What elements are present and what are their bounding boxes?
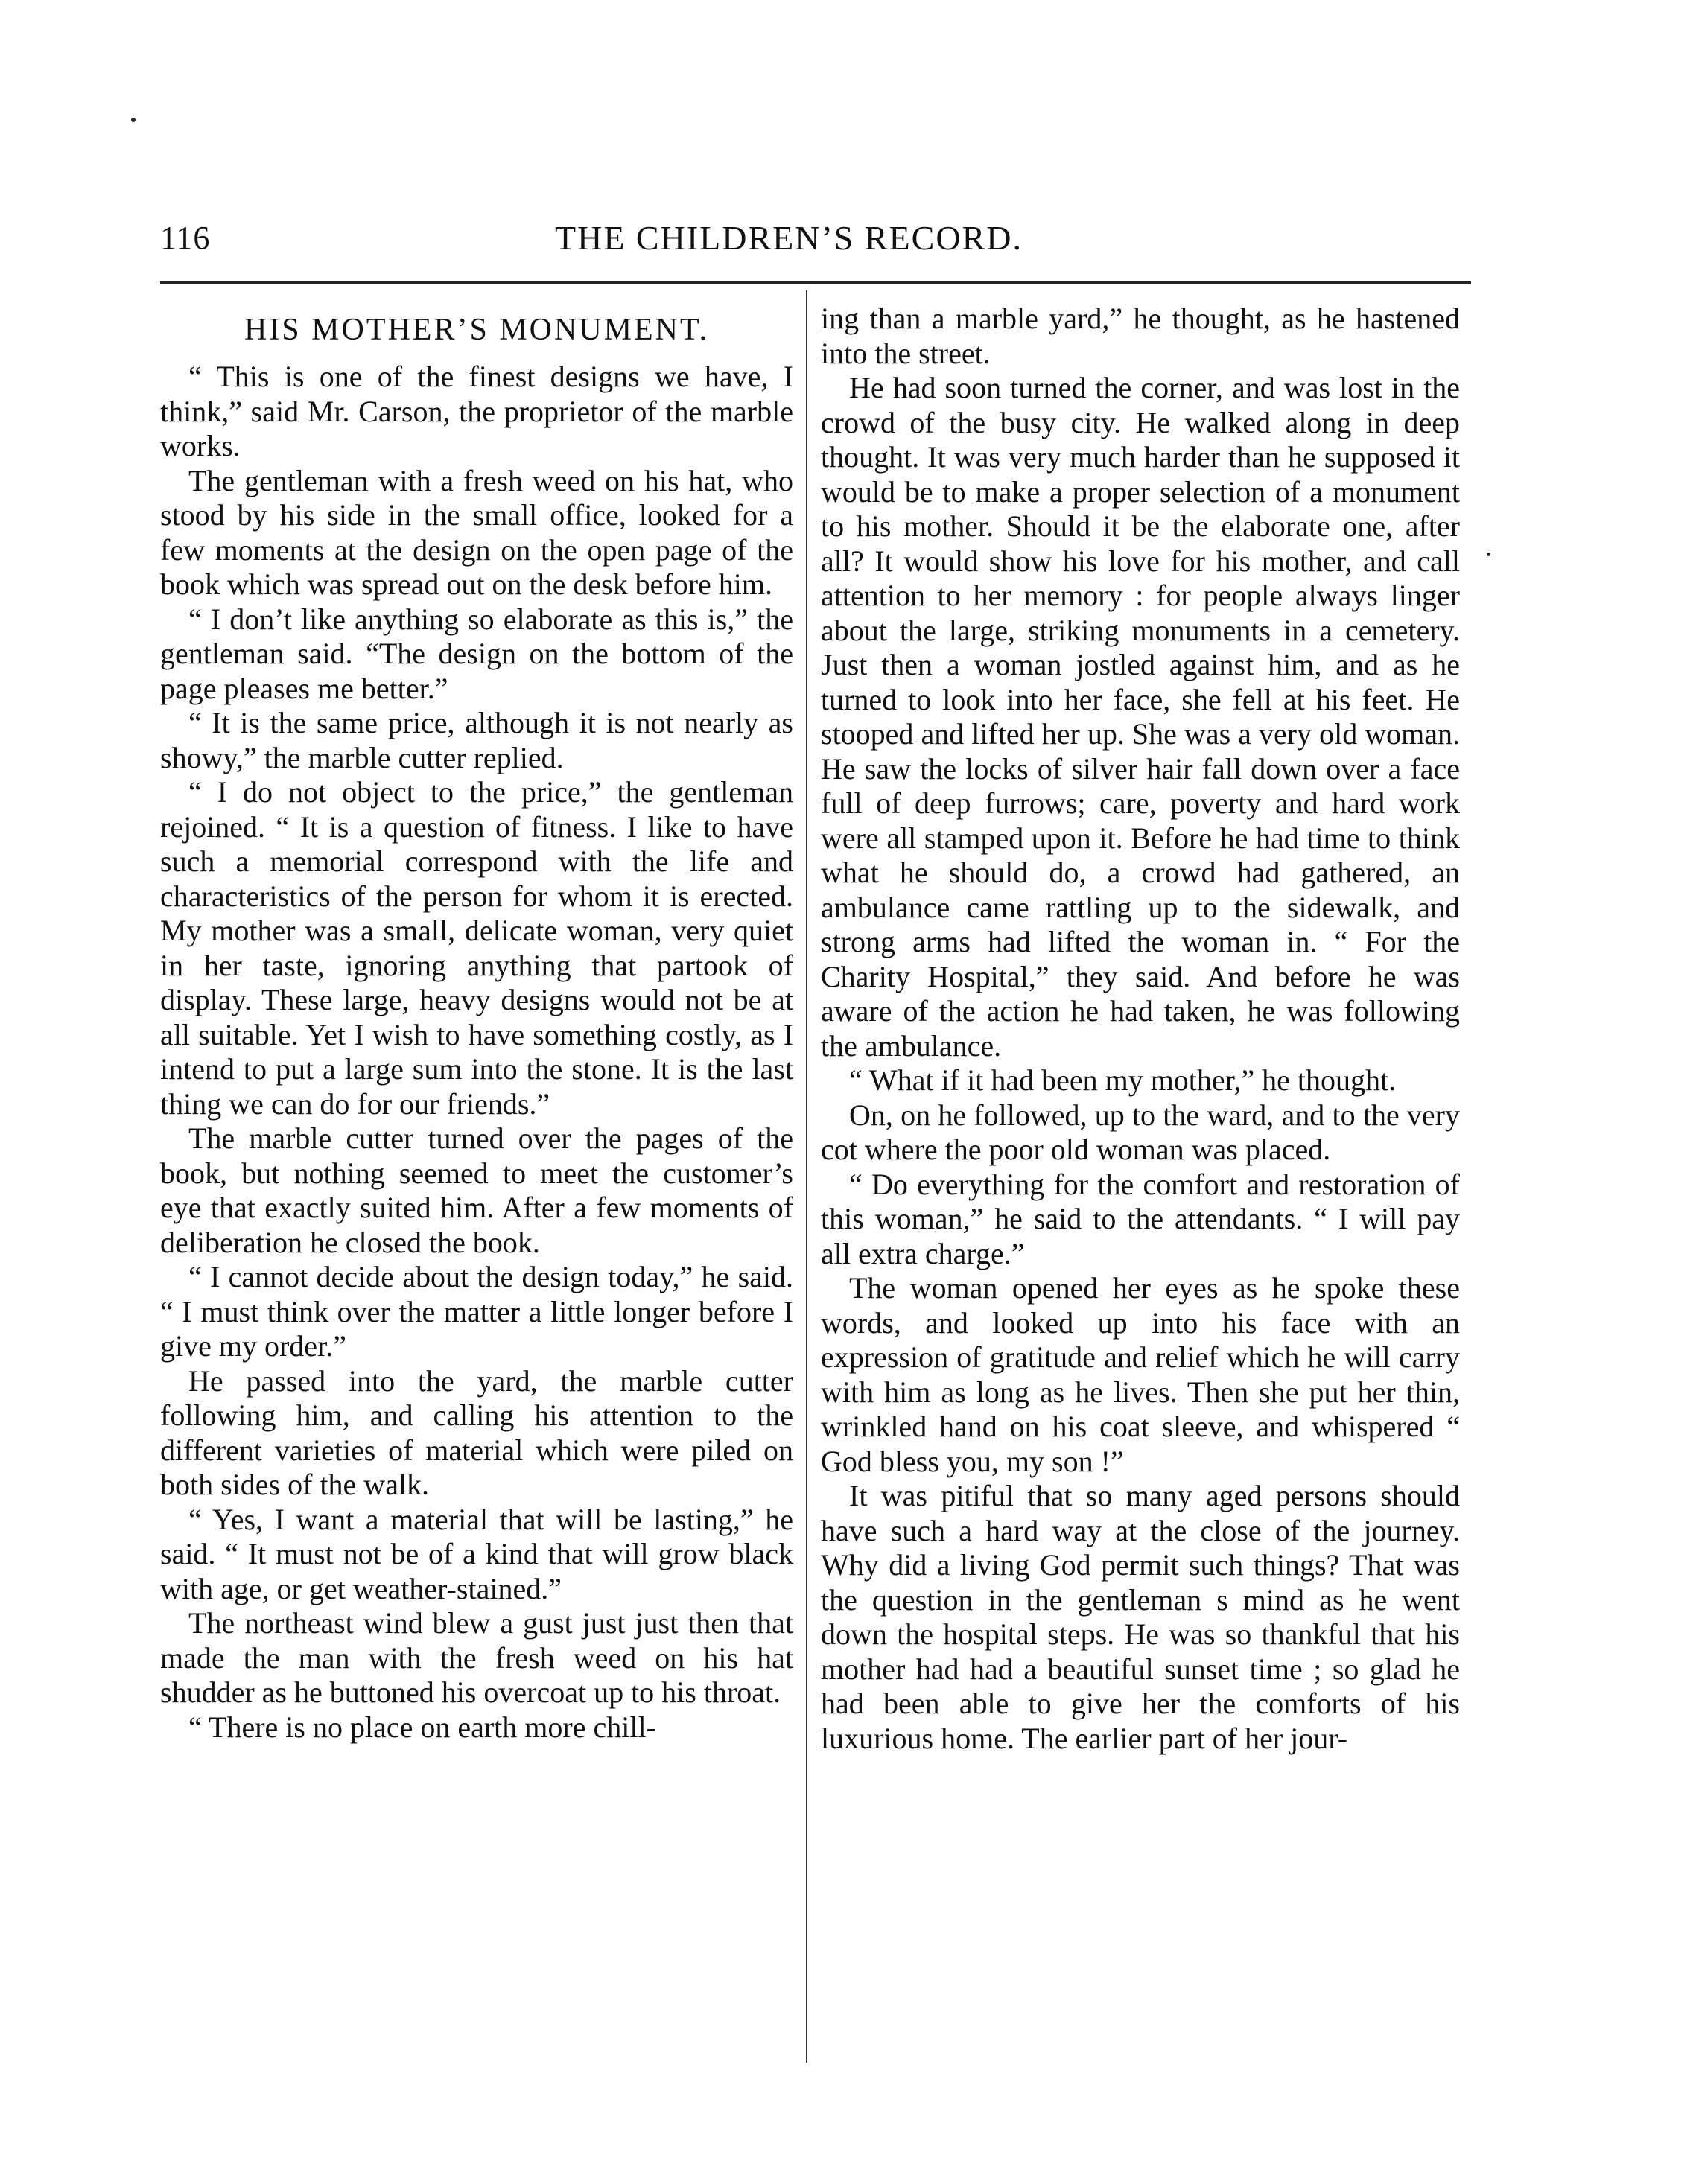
paragraph: “ Do everything for the comfort and restoration of this woman,” he said to the attendants. “ I will pay all extra charge.” — [821, 1167, 1460, 1270]
paragraph: “ I cannot decide about the design today,” he said. “ I must think over the matter a little longer before I give my order.” — [160, 1260, 793, 1363]
paragraph: It was pitiful that so many aged persons should have such a hard way at the close of the journey. Why did a living God permit such things? That was the question in the gentleman s mind as he went down the hospital steps. He was so thankful that his mother had had a beautiful sunset time ; so glad he had been able to give her the comforts of his luxurious home. The earlier part of her jour- — [821, 1479, 1460, 1755]
column-divider — [806, 290, 807, 2063]
paragraph-continuation: ing than a marble yard,” he thought, as he hastened into the street. — [821, 302, 1460, 370]
paragraph: “ What if it had been my mother,” he thought. — [849, 1063, 1397, 1097]
paragraph: He had soon turned the corner, and was lost in the crowd of the busy city. He walked along in deep thought. It was very much harder than he supposed it would be to make a proper selection of a monument to his mother. Should it be the elaborate one, after all? It would show his love for his mother, and call attention to her memory : for people always linger about the large, striking monuments in a cemetery. Just then a woman jostled against him, and as he turned to look into her face, she fell at his feet. He stooped and lifted her up. She was a very old woman. He saw the locks of silver hair fall down over a face full of deep furrows; care, poverty and hard work were all stamped upon it. Before he had time to think what he should do, a crowd had gathered, an ambulance came rattling up to the sidewalk, and strong arms had lifted the woman in. “ For the Charity Hospital,” they said. And before he was aware of the action he had taken, he was following the ambulance. — [821, 371, 1460, 1063]
paragraph: On, on he followed, up to the ward, and to the very cot where the poor old woman was placed. — [821, 1098, 1460, 1166]
paragraph: The woman opened her eyes as he spoke these words, and looked up into his face with an expression of gratitude and relief which he will carry with him as long as he lives. Then she put her thin, wrinkled hand on his coat sleeve, and whispered “ God bless you, my son !” — [821, 1271, 1460, 1478]
paragraph: “ There is no place on earth more chill- — [188, 1710, 656, 1744]
right-column — [821, 302, 1460, 1756]
page-header — [160, 216, 1471, 261]
print-speck — [131, 118, 136, 122]
paragraph: “ This is one of the finest designs we have, I think,” said Mr. Carson, the proprietor of the marble works. — [160, 360, 793, 462]
paragraph: The marble cutter turned over the pages of the book, but nothing seemed to meet the customer’s eye that exactly suited him. After a few moments of deliberation he closed the book. — [160, 1121, 793, 1259]
paragraph: The gentleman with a fresh weed on his hat, who stood by his side in the small office, looked for a few moments at the design on the open page of the book which was spread out on the desk before him. — [160, 463, 793, 601]
left-column — [160, 302, 793, 1745]
paragraph: “ It is the same price, although it is not nearly as showy,” the marble cutter replied. — [160, 706, 793, 774]
paragraph: “ I don’t like anything so elaborate as this is,” the gentleman said. “The design on the bottom of the page pleases me better.” — [160, 602, 793, 705]
running-title: THE CHILDREN’S RECORD. — [555, 219, 1023, 257]
paragraph: “ I do not object to the price,” the gentleman rejoined. “ It is a question of fitness. I like to have such a memorial correspond with the life and characteristics of the person for whom it is erected. My mother was a small, delicate woman, very quiet in her taste, ignoring anything that partook of display. These large, heavy designs would not be at all suitable. Yet I wish to have something costly, as I intend to put a large sum into the stone. It is the last thing we can do for our friends.” — [160, 775, 793, 1121]
header-rule — [160, 281, 1471, 284]
print-speck — [1487, 553, 1490, 556]
paragraph: He passed into the yard, the marble cutter following him, and calling his attention to the different varieties of material which were piled on both sides of the walk. — [160, 1363, 793, 1501]
paragraph: The northeast wind blew a gust just just then that made the man with the fresh weed on his hat shudder as he buttoned his overcoat up to his throat. — [160, 1606, 793, 1709]
page-number: 116 — [160, 220, 211, 256]
article-title: HIS MOTHER’S MONUMENT. — [244, 313, 710, 347]
paragraph: “ Yes, I want a material that will be lasting,” he said. “ It must not be of a kind that will grow black with age, or get weather-stained.” — [160, 1502, 793, 1605]
